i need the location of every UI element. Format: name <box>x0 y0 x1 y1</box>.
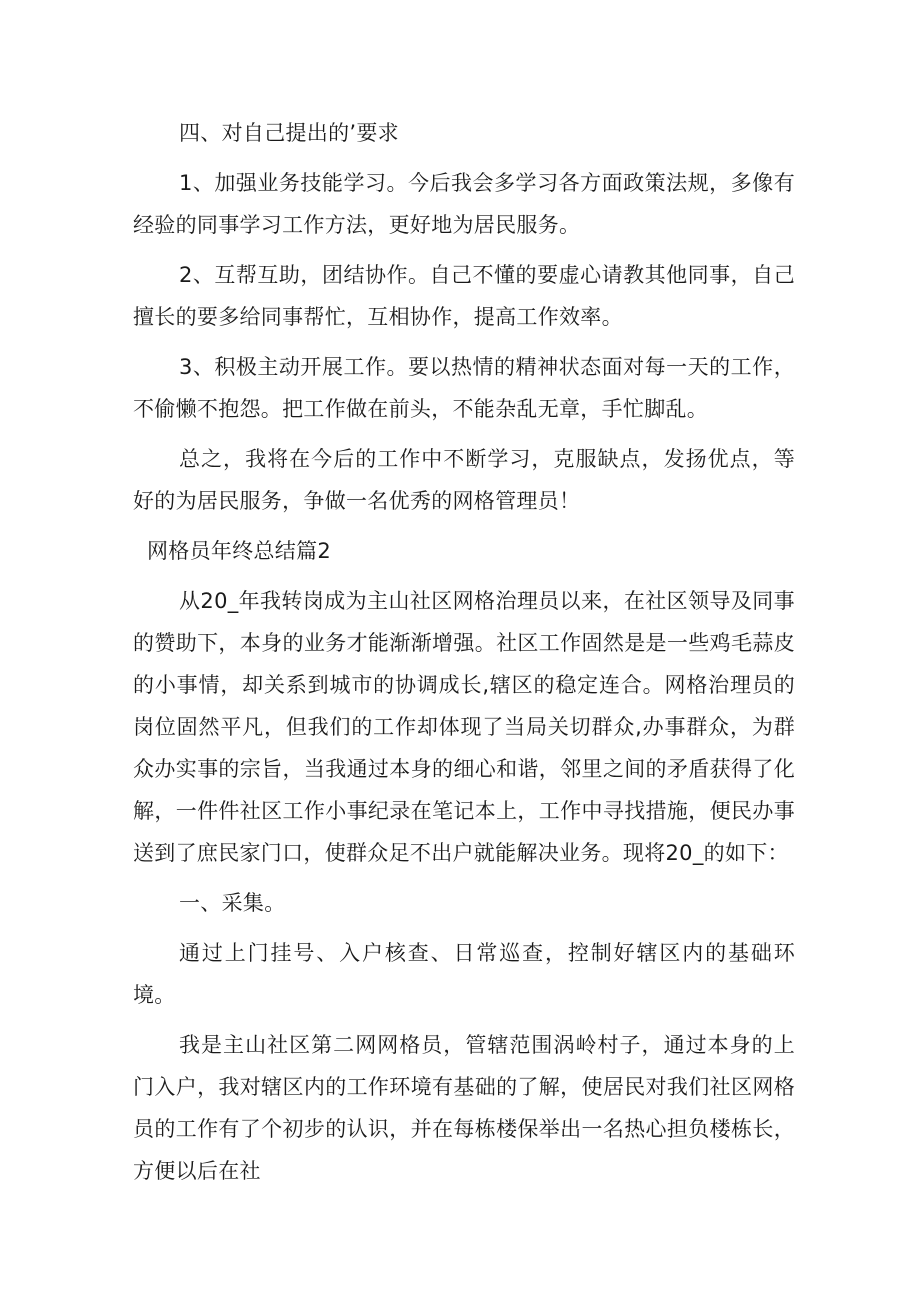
paragraph-collection-detail: 我是主山社区第二网网格员，管辖范围涡岭村子，通过本身的上门入户，我对辖区内的工作环境有基础的了解，使居民对我们社区网格员的工作有了个初步的认识，并在每栋楼保举出一名热心担负楼栋长，方便以后在社 <box>133 1033 795 1183</box>
article-title: 网格员年终总结篇2 <box>147 539 332 563</box>
paragraph-conclusion: 总之，我将在今后的工作中不断学习，克服缺点，发扬优点，等好的为居民服务，争做一名优秀的网格管理员！ <box>133 447 795 513</box>
paragraph-item-2: 2、互帮互助，团结协作。自己不懂的要虚心请教其他同事，自己擅长的要多给同事帮忙，互相协作，提高工作效率。 <box>133 263 795 329</box>
paragraph-item-3: 3、积极主动开展工作。要以热情的精神状态面对每一天的工作，不偷懒不抱怨。把工作做在前头，不能杂乱无章，手忙脚乱。 <box>133 355 795 421</box>
section-heading-requirements: 四、对自己提出的’要求 <box>179 121 399 145</box>
document-body <box>133 112 795 1200</box>
paragraph-intro: 从20_年我转岗成为主山社区网格治理员以来，在社区领导及同事的赞助下，本身的业务才能渐渐增强。社区工作固然是是一些鸡毛蒜皮的小事情，却关系到城市的协调成长,辖区的稳定连合。网格治理员的岗位固然平凡，但我们的工作却体现了当局关切群众,办事群众，为群众办实事的宗旨，当我通过本身的细心和谐，邻里之间的矛盾获得了化解，一件件社区工作小事纪录在笔记本上，工作中寻找措施，便民办事送到了庶民家门口，使群众足不出户就能解决业务。现将20_的如下： <box>133 589 795 865</box>
section-heading-collection: 一、采集。 <box>179 891 286 915</box>
paragraph-collection-summary: 通过上门挂号、入户核查、日常巡查，控制好辖区内的基础环境。 <box>133 941 795 1007</box>
paragraph-item-1: 1、加强业务技能学习。今后我会多学习各方面政策法规，多像有经验的同事学习工作方法，更好地为居民服务。 <box>133 171 795 237</box>
